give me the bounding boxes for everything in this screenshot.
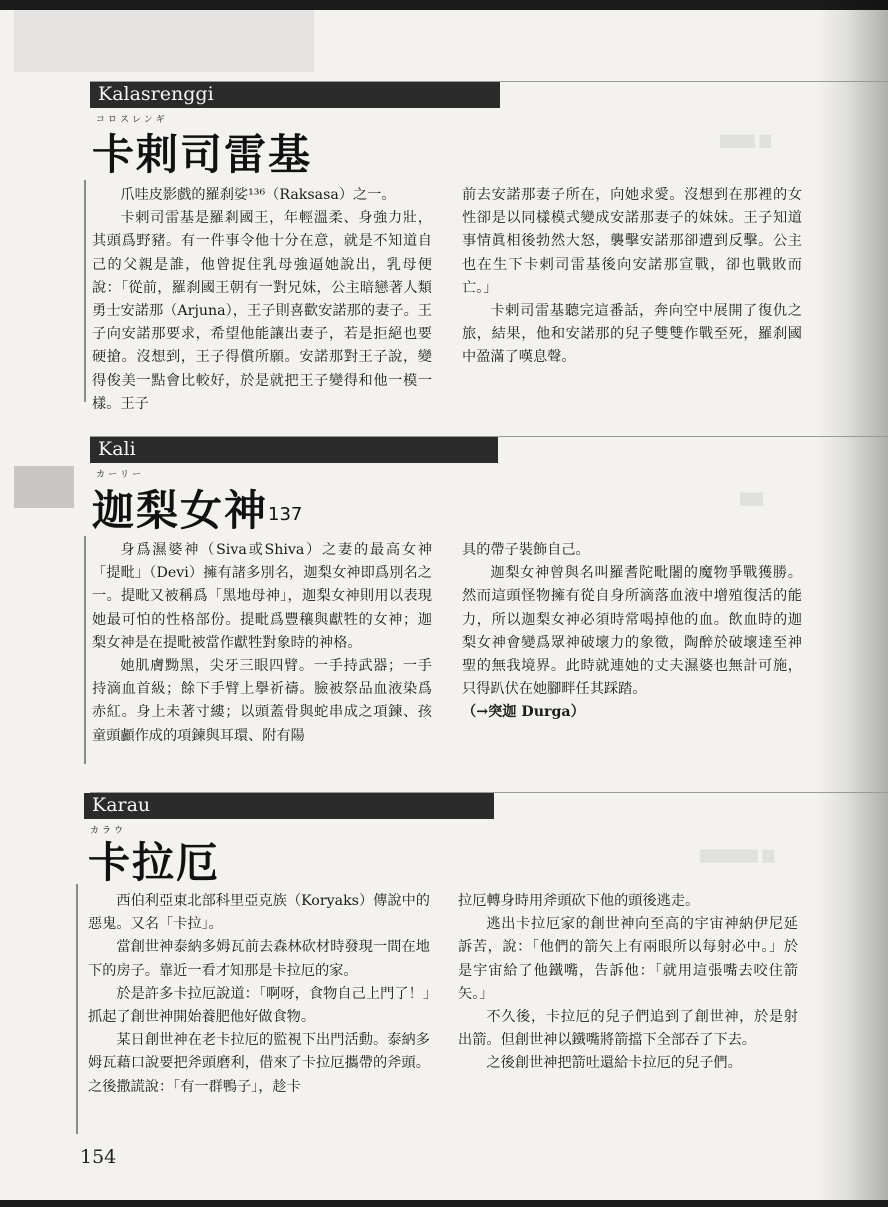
entry-title bbox=[88, 838, 220, 888]
scan-top-edge bbox=[0, 0, 888, 10]
paragraph: 卡剌司雷基聽完這番話，奔向空中展開了復仇之旅，結果，他和安諾那的兒子雙雙作戰至死，羅刹國中盈滿了嘆息聲。 bbox=[462, 303, 802, 366]
paragraph: 當創世神泰納多姆瓦前去森林砍材時發現一間在地下的房子。靠近一看才知那是卡拉厄的家。 bbox=[88, 939, 430, 979]
bleed-through: ▆▆▆ ▆ bbox=[720, 130, 771, 148]
paragraph: 具的帶子裝飾自己。 bbox=[462, 542, 590, 558]
paragraph: 逃出卡拉厄家的創世神向至高的宇宙神納伊尼延訴苦，說：「他們的箭矢上有兩眼所以每射必中。」於是宇宙給了他鐵嘴，告訴他：「就用這張嘴去咬住箭矢。」 bbox=[458, 916, 798, 1002]
entry-right-column bbox=[462, 539, 802, 725]
bleed-through: ▆▆ bbox=[740, 488, 764, 506]
entry-kana: カーリー bbox=[96, 470, 145, 480]
paragraph: 迦梨女神曾與名叫羅耆陀毗闍的魔物爭戰獲勝。然而這頭怪物擁有從自身所滴落血液中增殖復活的能力，所以迦梨女神必須時常喝掉他的血。飲血時的迦梨女神會變爲眾神破壞力的象徵，陶醉於破壞達至神聖的無我境界。此時就連她的丈夫濕婆也無計可施，只得趴伏在她腳畔任其踩踏。 bbox=[462, 565, 802, 698]
paragraph: 不久後，卡拉厄的兒子們追到了創世神，於是射出箭。但創世神以鐵嘴將箭擋下全部吞了下去。 bbox=[458, 1009, 798, 1049]
entry-romaji-bar bbox=[84, 793, 494, 819]
entry-romaji: Karau bbox=[92, 794, 151, 816]
entry-title-text: 卡剌司雷基 bbox=[92, 130, 313, 179]
gutter-rule bbox=[84, 536, 86, 764]
gutter-rule bbox=[76, 884, 78, 1134]
entry-title-text: 卡拉厄 bbox=[88, 838, 221, 887]
thumb-index-tab bbox=[14, 466, 74, 508]
scan-bottom-edge bbox=[0, 1200, 888, 1207]
gutter-rule bbox=[84, 180, 86, 402]
entry-left-column bbox=[88, 890, 430, 1099]
entry-romaji: Kali bbox=[98, 438, 136, 460]
entry-title bbox=[92, 486, 302, 536]
paragraph: 卡剌司雷基是羅剎國王，年輕溫柔、身強力壯，其頭爲野豬。有一件事令他十分在意，就是不知道自己的父親是誰，他曾捉住乳母強逼她說出，乳母便說：「從前，羅刹國王朝有一對兄妹，公主暗戀著人類勇士安諾那（Arjuna），王子則喜歡安諾那的妻子。王子向安諾那要求，希望他能讓出妻子，若是拒絕也要硬搶。沒想到，王子得償所願。安諾那對王子說，變得俊美一點會比較好，於是就把王子變得和他一模一樣。王子 bbox=[92, 210, 432, 412]
entry-left-column bbox=[92, 539, 432, 748]
paragraph: 爪哇皮影戲的羅刹娑¹³⁶（Raksasa）之一。 bbox=[120, 187, 396, 203]
paragraph: 身爲濕婆神（Siva或Shiva）之妻的最高女神「提毗」（Devi）擁有諸多別名，迦梨女神即爲別名之一。提毗又被稱爲「黑地母神」，迦梨女神則用以表現她最可怕的性格部份。提毗爲豐穰與獻牲的女神；迦梨女神是在提毗被當作獻牲對象時的神格。 bbox=[92, 542, 432, 651]
entry-romaji-bar bbox=[90, 82, 500, 108]
paragraph: 她肌膚黝黑，尖牙三眼四臂。一手持武器；一手持滴血首級；餘下手臂上擧祈禱。臉被祭品血液染爲赤紅。身上未著寸縷；以頭蓋骨與蛇串成之項鍊、孩童頭顱作成的項鍊與耳環、附有陽 bbox=[92, 658, 432, 744]
paragraph: 之後創世神把箭吐還給卡拉厄的兒子們。 bbox=[486, 1055, 742, 1072]
paragraph: 某日創世神在老卡拉厄的監視下出門活動。泰納多姆瓦藉口說要把斧頭磨利，借來了卡拉厄攜帶的斧頭。之後撒謊說：「有一群鴨子」，趁卡 bbox=[88, 1032, 430, 1095]
cross-reference: （→突迦 Durga） bbox=[462, 704, 585, 721]
entry-romaji-bar bbox=[90, 437, 498, 463]
entry-kana: コロスレンギ bbox=[96, 115, 168, 125]
entry-right-column bbox=[458, 890, 798, 1076]
bleed-through: ▆▆▆▆▆ ▆ bbox=[700, 845, 774, 863]
paragraph: 於是許多卡拉厄說道：「啊呀，食物自己上門了！」抓起了創世神開始養肥他好做食物。 bbox=[88, 985, 430, 1026]
entry-romaji: Kalasrenggi bbox=[98, 83, 214, 105]
entry-kana: カラウ bbox=[90, 826, 127, 836]
entry-title-text: 迦梨女神 bbox=[92, 486, 269, 535]
entry-title-footnote: 137 bbox=[268, 504, 303, 525]
entry-left-column bbox=[92, 184, 432, 416]
paragraph: 西伯利亞東北部科里亞克族（Koryaks）傳說中的惡鬼。又名「卡拉」。 bbox=[88, 893, 430, 933]
paragraph: 前去安諾那妻子所在，向她求愛。沒想到在那裡的女性卻是以同樣模式變成安諾那妻子的妹妹。王子知道事情眞相後勃然大怒，襲擊安諾那卻遭到反擊。公主也在生下卡剌司雷基後向安諾那宣戰，卻也戰敗而亡。」 bbox=[462, 187, 802, 296]
header-shade bbox=[14, 10, 314, 72]
entry-title bbox=[92, 130, 312, 180]
entry-right-column bbox=[462, 184, 802, 370]
page-number: 154 bbox=[80, 1146, 117, 1168]
page-curl-shadow bbox=[818, 0, 888, 1207]
paragraph: 拉厄轉身時用斧頭砍下他的頭後逃走。 bbox=[458, 893, 700, 909]
